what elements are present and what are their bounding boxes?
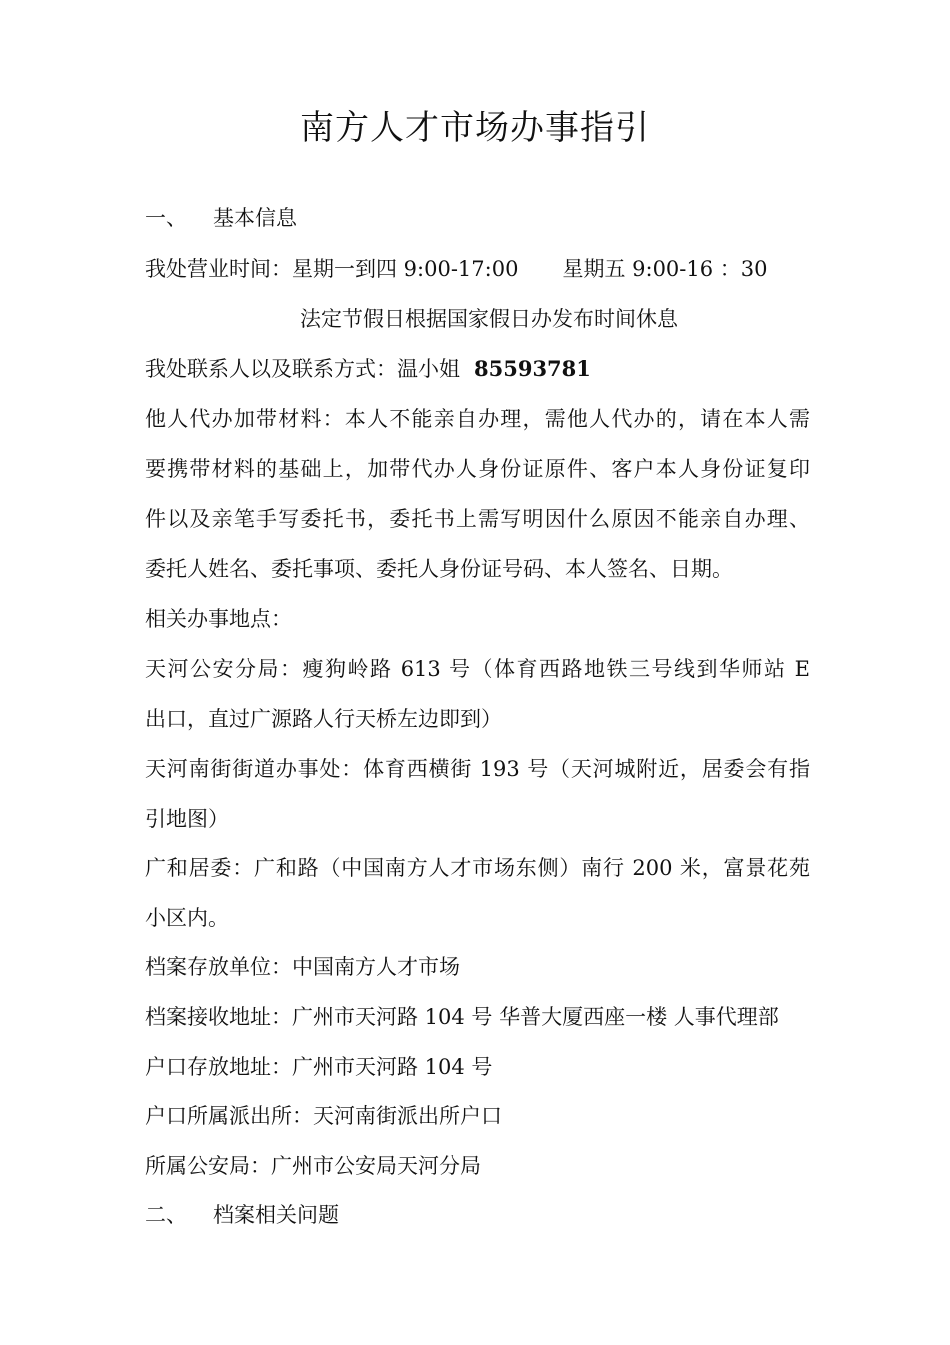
location-committee-line: 小区内。 — [145, 906, 229, 930]
proxy-materials-line: 要携带材料的基础上，加带代办人身份证原件、客户本人身份证复印 — [145, 457, 810, 481]
contact-phone: 85593781 — [474, 356, 591, 381]
section-title: 档案相关问题 — [213, 1203, 339, 1227]
proxy-materials-line: 件以及亲笔手写委托书，委托书上需写明因什么原因不能亲自办理、 — [145, 507, 810, 531]
section-title: 基本信息 — [213, 206, 297, 230]
business-hours-line — [145, 254, 810, 284]
business-hours-friday: 星期五 9:00-16 ：30 — [562, 257, 768, 281]
location-street-office-line: 天河南街街道办事处：体育西横街 193 号（天河城附近，居委会有指 — [145, 757, 810, 781]
hukou-address: 户口存放地址：广州市天河路 104 号 — [145, 1055, 493, 1079]
hukou-police-station: 户口所属派出所：天河南街派出所户口 — [145, 1104, 502, 1128]
police-bureau: 所属公安局：广州市公安局天河分局 — [145, 1154, 481, 1178]
page-title: 南方人才市场办事指引 — [300, 108, 650, 148]
section-heading-basic-info — [145, 203, 810, 233]
location-police-line: 天河公安分局：瘦狗岭路 613 号（体育西路地铁三号线到华师站 E — [145, 657, 810, 681]
locations-heading: 相关办事地点： — [145, 607, 292, 631]
business-hours-weekdays: 我处营业时间：星期一到四 9:00-17:00 — [145, 257, 519, 281]
archive-unit: 档案存放单位：中国南方人才市场 — [145, 955, 460, 979]
proxy-materials-line: 委托人姓名、委托事项、委托人身份证号码、本人签名、日期。 — [145, 557, 733, 581]
section-number: 二、 — [145, 1203, 187, 1227]
holiday-note: 法定节假日根据国家假日办发布时间休息 — [300, 307, 678, 331]
location-committee-line: 广和居委：广和路（中国南方人才市场东侧）南行 200 米，富景花苑 — [145, 856, 810, 880]
section-heading-archive-issues — [145, 1200, 810, 1230]
archive-address: 档案接收地址：广州市天河路 104 号 华普大厦西座一楼 人事代理部 — [145, 1005, 779, 1029]
section-number: 一、 — [145, 206, 187, 230]
contact-label: 我处联系人以及联系方式：温小姐 — [145, 357, 460, 381]
location-street-office-line: 引地图） — [145, 807, 229, 831]
contact-line — [145, 354, 810, 384]
location-police-line: 出口，直过广源路人行天桥左边即到） — [145, 707, 502, 731]
proxy-materials-line: 他人代办加带材料：本人不能亲自办理，需他人代办的，请在本人需 — [145, 407, 810, 431]
